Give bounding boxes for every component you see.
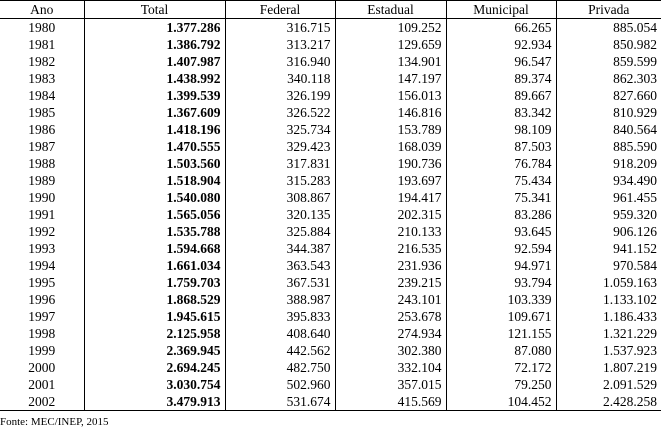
source-note: Fonte: MEC/INEP, 2015 <box>0 416 109 428</box>
year-cell: 1992 <box>28 223 56 239</box>
year-cell: 1988 <box>28 155 56 171</box>
total-cell: 3.479.913 <box>84 393 225 411</box>
municipal-cell: 75.434 <box>446 172 556 189</box>
table-row <box>0 308 661 325</box>
table-row <box>0 223 661 240</box>
privada-cell: 827.660 <box>556 87 661 104</box>
year-cell: 1984 <box>28 87 56 103</box>
estadual-cell: 153.789 <box>335 121 446 138</box>
year-cell: 1981 <box>28 36 56 52</box>
table-row <box>0 19 661 37</box>
municipal-cell: 92.934 <box>446 36 556 53</box>
privada-cell: 941.152 <box>556 240 661 257</box>
privada-cell: 885.590 <box>556 138 661 155</box>
federal-cell: 482.750 <box>225 359 335 376</box>
table-row <box>0 359 661 376</box>
federal-cell: 363.543 <box>225 257 335 274</box>
table-row <box>0 257 661 274</box>
estadual-cell: 194.417 <box>335 189 446 206</box>
estadual-cell: 147.197 <box>335 70 446 87</box>
privada-cell: 1.807.219 <box>556 359 661 376</box>
year-cell: 1982 <box>28 53 56 69</box>
estadual-cell: 109.252 <box>335 19 446 37</box>
total-cell: 1.535.788 <box>84 223 225 240</box>
municipal-cell: 66.265 <box>446 19 556 37</box>
year-cell: 2002 <box>0 393 84 411</box>
municipal-cell: 96.547 <box>446 53 556 70</box>
municipal-cell: 87.080 <box>446 342 556 359</box>
table-row <box>0 342 661 359</box>
federal-cell: 316.940 <box>225 53 335 70</box>
estadual-cell: 202.315 <box>335 206 446 223</box>
table-row <box>0 274 661 291</box>
year-cell: 1991 <box>28 206 56 222</box>
federal-cell: 442.562 <box>225 342 335 359</box>
federal-cell: 344.387 <box>225 240 335 257</box>
total-cell: 2.694.245 <box>84 359 225 376</box>
estadual-cell: 168.039 <box>335 138 446 155</box>
privada-cell: 934.490 <box>556 172 661 189</box>
total-cell: 1.503.560 <box>84 155 225 172</box>
year-cell: 2001 <box>28 376 56 392</box>
estadual-cell: 146.816 <box>335 104 446 121</box>
header-ano: Ano <box>0 1 84 19</box>
year-cell: 1996 <box>28 291 56 307</box>
privada-cell: 961.455 <box>556 189 661 206</box>
federal-cell: 315.283 <box>225 172 335 189</box>
year-cell: 1995 <box>28 274 56 290</box>
municipal-cell: 92.594 <box>446 240 556 257</box>
table-row <box>0 291 661 308</box>
privada-cell: 810.929 <box>556 104 661 121</box>
municipal-cell: 89.374 <box>446 70 556 87</box>
municipal-cell: 109.671 <box>446 308 556 325</box>
total-cell: 1.594.668 <box>84 240 225 257</box>
header-estadual: Estadual <box>335 1 446 19</box>
estadual-cell: 129.659 <box>335 36 446 53</box>
federal-cell: 325.884 <box>225 223 335 240</box>
privada-cell: 918.209 <box>556 155 661 172</box>
estadual-cell: 231.936 <box>335 257 446 274</box>
total-cell: 1.367.609 <box>84 104 225 121</box>
total-cell: 1.377.286 <box>84 19 225 37</box>
year-cell: 1990 <box>28 189 56 205</box>
total-cell: 1.470.555 <box>84 138 225 155</box>
federal-cell: 308.867 <box>225 189 335 206</box>
privada-cell: 1.059.163 <box>556 274 661 291</box>
municipal-cell: 121.155 <box>446 325 556 342</box>
year-cell: 1986 <box>28 121 56 137</box>
municipal-cell: 83.286 <box>446 206 556 223</box>
table-row <box>0 325 661 342</box>
federal-cell: 317.831 <box>225 155 335 172</box>
year-cell: 1983 <box>28 70 56 86</box>
estadual-cell: 216.535 <box>335 240 446 257</box>
year-cell: 1998 <box>28 325 56 341</box>
privada-cell: 1.537.923 <box>556 342 661 359</box>
federal-cell: 326.199 <box>225 87 335 104</box>
total-cell: 1.540.080 <box>84 189 225 206</box>
total-cell: 1.399.539 <box>84 87 225 104</box>
federal-cell: 325.734 <box>225 121 335 138</box>
federal-cell: 395.833 <box>225 308 335 325</box>
federal-cell: 502.960 <box>225 376 335 393</box>
table-row <box>0 206 661 223</box>
municipal-cell: 104.452 <box>446 393 556 411</box>
privada-cell: 1.321.229 <box>556 325 661 342</box>
total-cell: 1.438.992 <box>84 70 225 87</box>
municipal-cell: 87.503 <box>446 138 556 155</box>
estadual-cell: 210.133 <box>335 223 446 240</box>
privada-cell: 959.320 <box>556 206 661 223</box>
year-cell: 1980 <box>28 19 56 35</box>
table-row <box>0 393 661 411</box>
privada-cell: 840.564 <box>556 121 661 138</box>
header-privada: Privada <box>556 1 661 19</box>
federal-cell: 531.674 <box>225 393 335 411</box>
privada-cell: 906.126 <box>556 223 661 240</box>
municipal-cell: 89.667 <box>446 87 556 104</box>
header-row <box>0 1 661 19</box>
table-row <box>0 240 661 257</box>
federal-cell: 367.531 <box>225 274 335 291</box>
municipal-cell: 75.341 <box>446 189 556 206</box>
privada-cell: 885.054 <box>556 19 661 37</box>
total-cell: 1.565.056 <box>84 206 225 223</box>
total-cell: 1.868.529 <box>84 291 225 308</box>
federal-cell: 329.423 <box>225 138 335 155</box>
federal-cell: 388.987 <box>225 291 335 308</box>
table-row <box>0 189 661 206</box>
privada-cell: 859.599 <box>556 53 661 70</box>
total-cell: 2.125.958 <box>84 325 225 342</box>
estadual-cell: 415.569 <box>335 393 446 411</box>
table-row <box>0 138 661 155</box>
federal-cell: 408.640 <box>225 325 335 342</box>
federal-cell: 326.522 <box>225 104 335 121</box>
year-cell: 1999 <box>28 342 56 358</box>
table-row <box>0 87 661 104</box>
municipal-cell: 103.339 <box>446 291 556 308</box>
header-municipal: Municipal <box>446 1 556 19</box>
privada-cell: 850.982 <box>556 36 661 53</box>
total-cell: 1.759.703 <box>84 274 225 291</box>
federal-cell: 316.715 <box>225 19 335 37</box>
year-cell: 1989 <box>28 172 56 188</box>
total-cell: 1.661.034 <box>84 257 225 274</box>
estadual-cell: 156.013 <box>335 87 446 104</box>
year-cell: 1997 <box>28 308 56 324</box>
total-cell: 2.369.945 <box>84 342 225 359</box>
table-row <box>0 36 661 53</box>
municipal-cell: 93.794 <box>446 274 556 291</box>
estadual-cell: 134.901 <box>335 53 446 70</box>
total-cell: 1.518.904 <box>84 172 225 189</box>
year-cell: 2000 <box>28 359 56 375</box>
municipal-cell: 72.172 <box>446 359 556 376</box>
table-row <box>0 376 661 393</box>
table-row <box>0 172 661 189</box>
estadual-cell: 190.736 <box>335 155 446 172</box>
federal-cell: 340.118 <box>225 70 335 87</box>
header-total: Total <box>84 1 225 19</box>
municipal-cell: 93.645 <box>446 223 556 240</box>
privada-cell: 1.133.102 <box>556 291 661 308</box>
year-cell: 1993 <box>28 240 56 256</box>
estadual-cell: 193.697 <box>335 172 446 189</box>
table-body <box>0 19 661 411</box>
estadual-cell: 357.015 <box>335 376 446 393</box>
municipal-cell: 83.342 <box>446 104 556 121</box>
estadual-cell: 274.934 <box>335 325 446 342</box>
municipal-cell: 79.250 <box>446 376 556 393</box>
privada-cell: 862.303 <box>556 70 661 87</box>
privada-cell: 2.428.258 <box>556 393 661 411</box>
municipal-cell: 98.109 <box>446 121 556 138</box>
table-row <box>0 104 661 121</box>
year-cell: 1985 <box>28 104 56 120</box>
total-cell: 1.945.615 <box>84 308 225 325</box>
table-row <box>0 53 661 70</box>
privada-cell: 970.584 <box>556 257 661 274</box>
municipal-cell: 76.784 <box>446 155 556 172</box>
estadual-cell: 332.104 <box>335 359 446 376</box>
total-cell: 3.030.754 <box>84 376 225 393</box>
table-row <box>0 70 661 87</box>
header-federal: Federal <box>225 1 335 19</box>
total-cell: 1.386.792 <box>84 36 225 53</box>
total-cell: 1.418.196 <box>84 121 225 138</box>
privada-cell: 1.186.433 <box>556 308 661 325</box>
estadual-cell: 253.678 <box>335 308 446 325</box>
estadual-cell: 243.101 <box>335 291 446 308</box>
municipal-cell: 94.971 <box>446 257 556 274</box>
table-row <box>0 121 661 138</box>
table-row <box>0 155 661 172</box>
year-cell: 1987 <box>28 138 56 154</box>
privada-cell: 2.091.529 <box>556 376 661 393</box>
year-cell: 1994 <box>28 257 56 273</box>
total-cell: 1.407.987 <box>84 53 225 70</box>
federal-cell: 313.217 <box>225 36 335 53</box>
estadual-cell: 302.380 <box>335 342 446 359</box>
federal-cell: 320.135 <box>225 206 335 223</box>
estadual-cell: 239.215 <box>335 274 446 291</box>
